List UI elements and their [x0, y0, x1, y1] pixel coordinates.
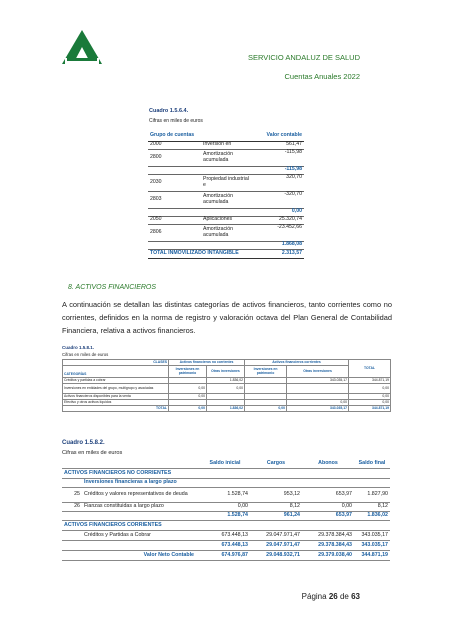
table-total-row: TOTAL INMOVILIZADO INTANGIBLE 2.313,57: [148, 249, 304, 258]
table-row: 2800 Amortización acumulada -115,98: [148, 149, 304, 166]
table-row: Créditos y Partidas a Cobrar 673.448,13 29.047.971,47 29.378.384,43 343.035,17: [62, 530, 390, 540]
cuadro1-title: Cuadro 1.5.6.4.: [149, 108, 189, 114]
table-row: 0,00: [148, 208, 304, 216]
cuadro2-title: Cuadro 1.5.8.1.: [62, 345, 95, 350]
table-total-row: TOTAL 0,00 1.836,02 0,00 343.035,17 344.871,19: [63, 406, 391, 412]
cuadro2-subtitle: Cifras en miles de euros: [62, 352, 109, 357]
table-row: 2030 Propiedad industrial e 320,70: [148, 174, 304, 191]
section-heading: 8. ACTIVOS FINANCIEROS: [68, 284, 157, 291]
cuadro2-table: CLASES Activos financieros no corrientes Activos financieros corrientes TOTAL CATEGORÍAS Inversiones en patrimonio Otras inversiones Inversiones en patrimonio Otras inversiones Créditos y partidas a cobrar 1.836,02 343.035,17 344.871,19 Inversiones en entidades del grupo, multigrupo y asociadas 0,00 0,00 0,00 Activos financieros disponibles para la venta 0,00 0,00 Efectivo y otros activos líquidos 0,00 0,00 TOTAL 0,00 1.836,02 0,00 343.035,17 344.871,19: [64, 359, 390, 410]
cuadro3-title: Cuadro 1.5.8.2.: [62, 440, 105, 446]
table-row: 2806 Amortización acumulada -23.452,66: [148, 224, 304, 241]
header-organization: SERVICIO ANDALUZ DE SALUD: [248, 53, 360, 62]
junta-andalucia-logo: [62, 30, 102, 64]
table-subtotal-row: 1.528,74 961,24 653,97 1.836,02: [62, 511, 390, 520]
table-row: -115,98: [148, 166, 304, 174]
table-row: 2050 Aplicaciones 25.320,74: [150, 216, 303, 223]
header-document: Cuentas Anuales 2022: [284, 72, 360, 81]
table-row: Efectivo y otros activos líquidos 0,00 0,00: [64, 399, 390, 404]
table-row: Créditos y partidas a cobrar 1.836,02 343.035,17 344.871,19: [64, 377, 390, 382]
cuadro1-subtitle: Cifras en miles de euros: [149, 118, 203, 124]
table-row: 25 Créditos y valores representativos de deuda 1.528,74 953,12 653,97 1.827,90: [62, 487, 390, 502]
table-row: 2803 Amortización acumulada -320,70: [148, 191, 304, 208]
table-row: 26 Fianzas constituidas a largo plazo 0,00 8,12 0,00 8,12: [62, 502, 390, 511]
table-row: 2000 Inversión en 561,47: [150, 141, 303, 148]
table-row: 1.868,08: [148, 241, 304, 249]
page-number: Página 26 de 63: [301, 592, 360, 601]
table-total-row: Valor Neto Contable 674.976,87 29.048.932,71 29.379.038,40 344.871,19: [62, 550, 390, 560]
col-grupo: Grupo de cuentas: [148, 132, 253, 141]
table-subtotal-row: 673.448,13 29.047.971,47 29.378.384,43 343.035,17: [62, 540, 390, 550]
cuadro1-table: [148, 132, 304, 259]
table-row: Inversiones en entidades del grupo, multigrupo y asociadas 0,00 0,00 0,00: [63, 384, 391, 394]
cuadro3-table: Saldo inicial Cargos Abonos Saldo final ACTIVOS FINANCIEROS NO CORRIENTES Inversiones financieras a largo plazo 25 Créditos y valores representativos de deuda 1.528,74 953,12 653,97 1.827,90 26 Fianzas constituidas a largo plazo 0,00 8,12 0,00 8,12 1.528,74 961,24 653,97 1.836,02 ACTIVOS FINANCIEROS CORRIENTES Créditos y Partidas a Cobrar 673.448,13 29.047.971,47 29.378.384,43 343.035,17 673.448,13 29.047.971,47 29.378.384,43 343.035,17 Valor Neto Contable 674.976,87 29.048.932,71 29.379.038,40 344.871,19: [62, 458, 390, 561]
cuadro3-subtitle: Cifras en miles de euros: [62, 450, 123, 456]
table-row: Activos financieros disponibles para la venta 0,00 0,00: [64, 393, 390, 398]
section-paragraph: A continuación se detallan las distintas categorías de activos financieros, tanto corrientes como no corrientes, definidos en la norma de registro y valoración octava del Plan General de Contabilidad Financiera, relativa a activos financieros.: [62, 300, 392, 336]
col-valor: Valor contable: [253, 132, 304, 141]
